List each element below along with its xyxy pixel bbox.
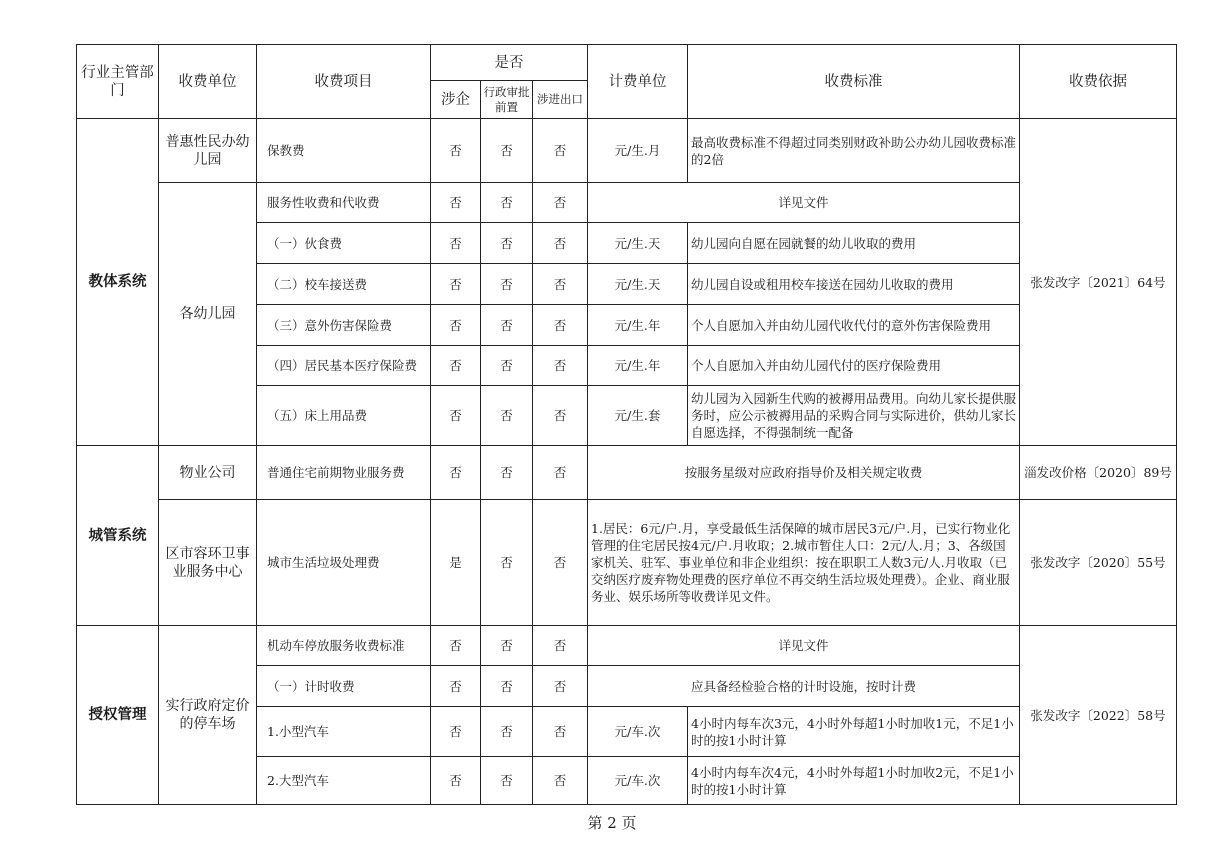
header-yes-no: 是否 [431,45,588,81]
admin-approval-cell: 否 [481,500,533,626]
standard-cell: 幼儿园自设或租用校车接送在园幼儿收取的费用 [688,264,1020,305]
table-row [77,626,1177,666]
measure-unit-cell: 元/生.天 [588,264,688,305]
admin-approval-cell: 否 [481,346,533,386]
involves-enterprise-cell: 否 [431,119,481,183]
dept-cell: 授权管理 [77,626,159,805]
standard-cell: 最高收费标准不得超过同类别财政补助公办幼儿园收费标准的2倍 [688,119,1020,183]
item-cell: （三）意外伤害保险费 [257,305,431,346]
involves-enterprise-cell: 否 [431,757,481,805]
header-involves-enterprise: 涉企 [431,81,481,119]
basis-cell: 张发改字〔2022〕58号 [1020,626,1177,805]
admin-approval-cell: 否 [481,386,533,446]
standard-cell: 4小时内每车次3元，4小时外每超1小时加收1元，不足1小时的按1小时计算 [688,707,1020,757]
involves-enterprise-cell: 否 [431,305,481,346]
import-export-cell: 否 [533,119,588,183]
measure-unit-cell: 元/车.次 [588,757,688,805]
item-cell: 城市生活垃圾处理费 [257,500,431,626]
standard-cell: 按服务星级对应政府指导价及相关规定收费 [588,446,1020,500]
admin-approval-cell: 否 [481,446,533,500]
involves-enterprise-cell: 是 [431,500,481,626]
admin-approval-cell: 否 [481,305,533,346]
involves-enterprise-cell: 否 [431,707,481,757]
admin-approval-cell: 否 [481,707,533,757]
admin-approval-cell: 否 [481,223,533,264]
fee-table [76,44,1177,805]
table-row [77,446,1177,500]
import-export-cell: 否 [533,346,588,386]
basis-cell: 张发改字〔2021〕64号 [1020,119,1177,446]
import-export-cell: 否 [533,183,588,223]
involves-enterprise-cell: 否 [431,223,481,264]
import-export-cell: 否 [533,666,588,707]
item-cell: 服务性收费和代收费 [257,183,431,223]
header-dept: 行业主管部门 [77,45,159,119]
table-row [77,119,1177,183]
import-export-cell: 否 [533,500,588,626]
item-cell: 1.小型汽车 [257,707,431,757]
involves-enterprise-cell: 否 [431,446,481,500]
header-admin-approval: 行政审批前置 [481,81,533,119]
import-export-cell: 否 [533,707,588,757]
table-row [77,500,1177,626]
standard-cell: 幼儿园向自愿在园就餐的幼儿收取的费用 [688,223,1020,264]
header-row [77,45,1177,81]
standard-cell: 1.居民：6元/户.月，享受最低生活保障的城市居民3元/户.月，已实行物业化管理的住宅居民按4元/户.月收取；2.城市暂住人口：2元/人.月；3、各级国家机关、驻军、事业单位和非企业组织：按在职职工人数3元/人.月收取（已交纳医疗废弃物处理费的医疗单位不再交纳生活垃圾处理费）。企业、商业服务业、娱乐场所等收费详见文件。 [588,500,1020,626]
item-cell: （五）床上用品费 [257,386,431,446]
unit-cell: 区市容环卫事业服务中心 [159,500,257,626]
item-cell: （二）校车接送费 [257,264,431,305]
involves-enterprise-cell: 否 [431,346,481,386]
header-basis: 收费依据 [1020,45,1177,119]
standard-cell: 个人自愿加入并由幼儿园代付的医疗保险费用 [688,346,1020,386]
import-export-cell: 否 [533,626,588,666]
admin-approval-cell: 否 [481,626,533,666]
import-export-cell: 否 [533,305,588,346]
import-export-cell: 否 [533,264,588,305]
standard-cell: 应具备经检验合格的计时设施，按时计费 [588,666,1020,707]
header-item: 收费项目 [257,45,431,119]
admin-approval-cell: 否 [481,264,533,305]
measure-unit-cell: 元/生.年 [588,305,688,346]
dept-cell: 教体系统 [77,119,159,446]
import-export-cell: 否 [533,446,588,500]
import-export-cell: 否 [533,757,588,805]
basis-cell: 张发改字〔2020〕55号 [1020,500,1177,626]
header-measure-unit: 计费单位 [588,45,688,119]
unit-cell: 普惠性民办幼儿园 [159,119,257,183]
measure-unit-cell: 元/生.套 [588,386,688,446]
measure-unit-cell: 元/生.天 [588,223,688,264]
measure-unit-cell: 元/生.年 [588,346,688,386]
admin-approval-cell: 否 [481,666,533,707]
dept-cell: 城管系统 [77,446,159,626]
involves-enterprise-cell: 否 [431,666,481,707]
measure-unit-cell: 元/车.次 [588,707,688,757]
item-cell: 2.大型汽车 [257,757,431,805]
standard-cell: 幼儿园为入园新生代购的被褥用品费用。向幼儿家长提供服务时，应公示被褥用品的采购合同与实际进价，供幼儿家长自愿选择，不得强制统一配备 [688,386,1020,446]
header-import-export: 涉进出口 [533,81,588,119]
page-number: 第 2 页 [587,814,637,832]
standard-cell: 详见文件 [588,183,1020,223]
unit-cell: 实行政府定价的停车场 [159,626,257,805]
measure-unit-cell: 元/生.月 [588,119,688,183]
admin-approval-cell: 否 [481,757,533,805]
involves-enterprise-cell: 否 [431,183,481,223]
import-export-cell: 否 [533,223,588,264]
unit-cell: 物业公司 [159,446,257,500]
item-cell: （四）居民基本医疗保险费 [257,346,431,386]
standard-cell: 4小时内每车次4元，4小时外每超1小时加收2元，不足1小时的按1小时计算 [688,757,1020,805]
involves-enterprise-cell: 否 [431,264,481,305]
item-cell: （一）伙食费 [257,223,431,264]
item-cell: 机动车停放服务收费标准 [257,626,431,666]
import-export-cell: 否 [533,386,588,446]
admin-approval-cell: 否 [481,119,533,183]
header-unit: 收费单位 [159,45,257,119]
item-cell: 保教费 [257,119,431,183]
unit-cell: 各幼儿园 [159,183,257,446]
standard-cell: 详见文件 [588,626,1020,666]
involves-enterprise-cell: 否 [431,626,481,666]
table-row [77,183,1177,223]
admin-approval-cell: 否 [481,183,533,223]
standard-cell: 个人自愿加入并由幼儿园代收代付的意外伤害保险费用 [688,305,1020,346]
involves-enterprise-cell: 否 [431,386,481,446]
item-cell: （一）计时收费 [257,666,431,707]
header-standard: 收费标准 [688,45,1020,119]
basis-cell: 淄发改价格〔2020〕89号 [1020,446,1177,500]
item-cell: 普通住宅前期物业服务费 [257,446,431,500]
